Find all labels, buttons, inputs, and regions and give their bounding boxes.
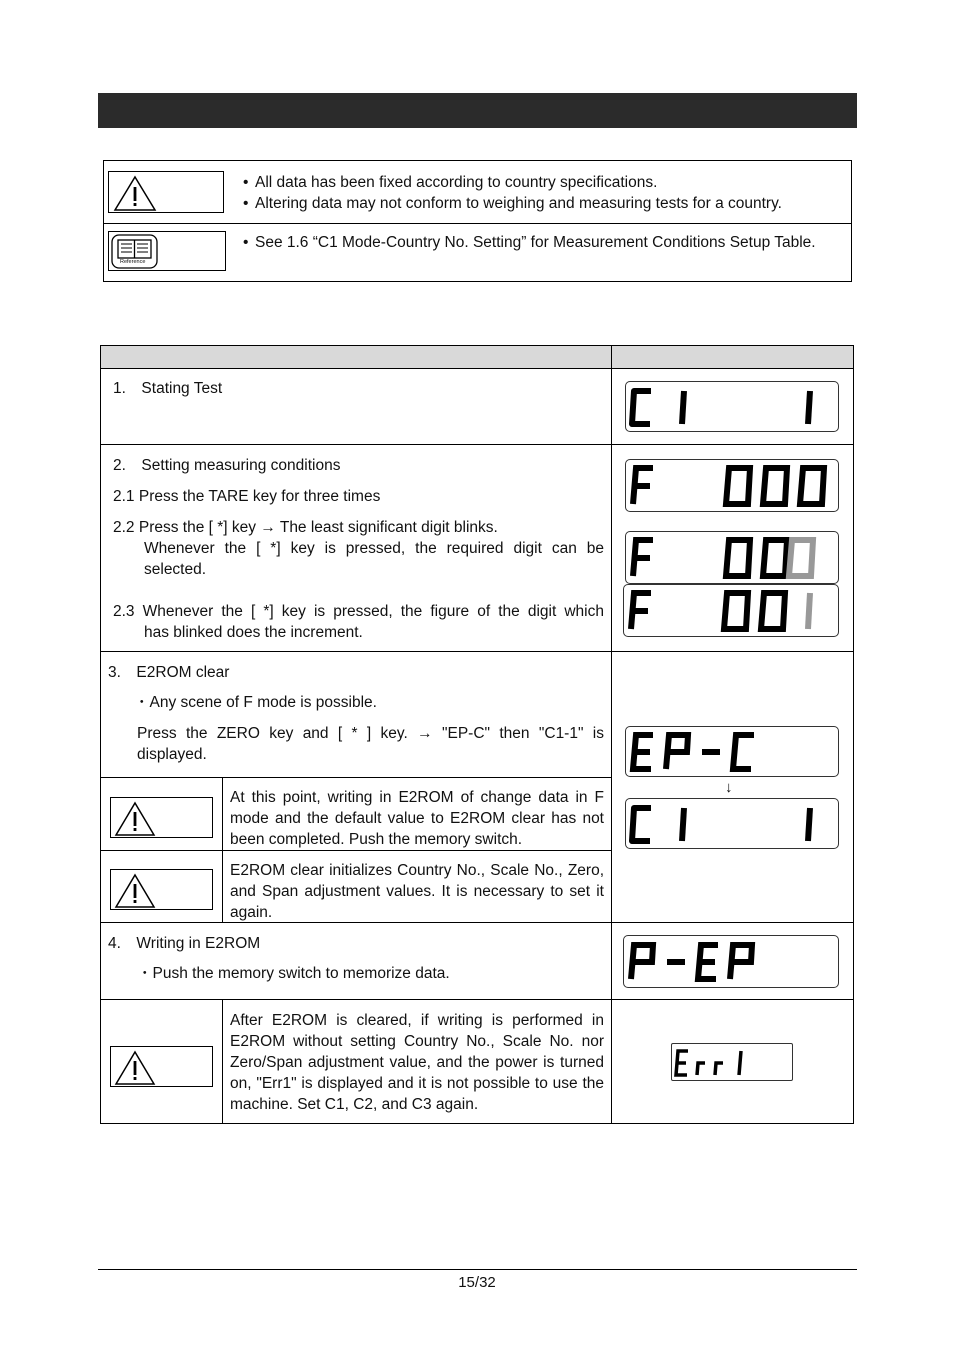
page-number: 15/32 xyxy=(458,1274,496,1291)
table-header xyxy=(101,346,853,369)
step-2-1: 2.1 Press the TARE key for three times xyxy=(113,488,381,505)
step-2-3-detail: has blinked does the increment. xyxy=(144,624,363,641)
reference-icon-label: Reference xyxy=(120,259,146,265)
section-header-bar xyxy=(98,93,857,128)
caution-icon xyxy=(108,171,224,213)
lcd-display-f-000-blinking xyxy=(625,531,839,584)
lcd-display-p-ep xyxy=(623,935,839,988)
step-2-title: 2. Setting measuring conditions xyxy=(113,457,341,474)
step-3-caution-2: E2ROM clear initializes Country No., Scale No., Zero, and Span adjustment values. It is necessary to set it again. xyxy=(230,862,604,921)
step-3-caution-1: At this point, writing in E2ROM of change data in F mode and the default value to E2ROM clear has not been completed. Push the memory switch. xyxy=(230,789,604,848)
lcd-display-c1-1 xyxy=(625,381,839,432)
caution-icon xyxy=(110,797,213,838)
footer-divider xyxy=(98,1269,857,1270)
step-4-note: ・Push the memory switch to memorize data. xyxy=(137,965,450,982)
step-2-3: 2.3 Whenever the [ *] key is pressed, the figure of the digit which xyxy=(113,603,604,620)
reference-row xyxy=(104,223,851,281)
notice-box xyxy=(103,160,852,282)
step-3-note: ・Any scene of F mode is possible. xyxy=(134,694,377,711)
step-3-title: 3. E2ROM clear xyxy=(108,664,230,681)
step-4-title: 4. Writing in E2ROM xyxy=(108,935,261,952)
lcd-display-c1-1 xyxy=(625,798,839,849)
lcd-display-f-001 xyxy=(623,584,839,637)
lcd-display-ep-c xyxy=(625,726,839,777)
caution-icon xyxy=(110,1046,213,1087)
lcd-display-f-000 xyxy=(625,459,839,512)
step-2-2-detail: Whenever the [ *] key is pressed, the required digit can be selected. xyxy=(144,540,604,578)
caution-icon xyxy=(110,869,213,910)
final-caution: After E2ROM is cleared, if writing is performed in E2ROM without setting Country No., Scale No. nor Zero/Span adjustment value, and the power is turned on, "Err1" is displayed and it is not possible to use the machine. Set C1, C2, and C3 again. xyxy=(230,1012,604,1113)
caution-row xyxy=(104,161,851,224)
caution-bullet-2: • Altering data may not conform to weighing and measuring tests for a country. xyxy=(243,195,782,212)
step-2-2: 2.2 Press the [ *] key → The least significant digit blinks. xyxy=(113,519,498,536)
step-3-instruction: Press the ZERO key and [ * ] key. → "EP-C" then "C1-1" is displayed. xyxy=(137,725,604,763)
arrow-down: ↓ xyxy=(725,779,733,796)
step-1-title: 1. Stating Test xyxy=(113,380,223,397)
lcd-display-err1 xyxy=(671,1043,793,1081)
caution-bullet-1: • All data has been fixed according to country specifications. xyxy=(243,174,658,191)
reference-icon xyxy=(108,231,226,271)
procedure-table xyxy=(100,345,854,1124)
reference-bullet: • See 1.6 “C1 Mode-Country No. Setting” for Measurement Conditions Setup Table. xyxy=(243,234,816,251)
